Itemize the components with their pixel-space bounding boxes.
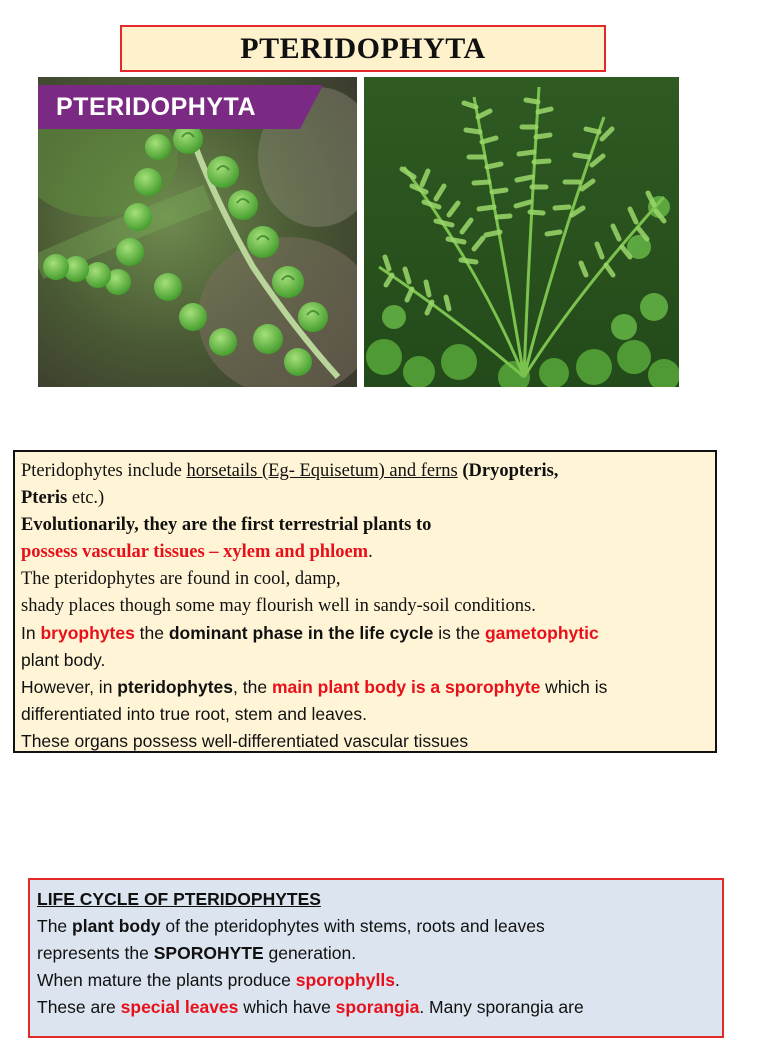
info-line-4 [21,539,709,566]
life-text-red: sporophylls [295,970,395,990]
info-text: , the [233,677,272,697]
life-text-red: special leaves [120,997,239,1017]
life-line-3 [37,967,715,994]
info-text: etc.) [67,488,105,508]
info-line-8: plant body. [21,650,106,670]
info-line-9 [21,674,709,701]
pteridophytes-info-box [13,450,717,753]
life-text: . [394,970,400,990]
info-text: the [134,623,169,643]
life-line-1 [37,913,715,940]
image-banner-text: PTERIDOPHYTA [56,93,256,121]
life-line-2 [37,940,715,967]
info-text-red: gametophytic [484,623,599,643]
info-text: . [368,542,373,562]
info-text: is the [433,623,485,643]
info-text-underlined: horsetails (Eg- Equisetum) and ferns [186,461,458,481]
info-text-bold: Pteris [21,488,68,508]
life-text-bold: plant body [72,916,161,936]
info-text: In [21,623,41,643]
info-text-red: possess vascular tissues – xylem and phloem [21,542,369,562]
fern-plant-illustration [364,77,679,387]
info-text: Pteridophytes include [21,461,187,481]
info-line-3: Evolutionarily, they are the first terrestrial plants to [21,515,432,535]
info-line-5: The pteridophytes are found in cool, damp, [21,569,341,589]
info-text-bold: (Dryopteris, [462,461,559,481]
life-text: of the pteridophytes with stems, roots and leaves [160,916,545,936]
title-box [120,25,606,72]
life-text: When mature the plants produce [37,970,296,990]
info-line-1 [21,458,709,485]
fern-plant-image [364,77,679,387]
info-text-bold: pteridophytes [117,677,234,697]
life-text-red: sporangia [335,997,420,1017]
info-line-11: These organs possess well-differentiated vascular tissues [21,731,469,751]
life-text: generation. [263,943,357,963]
info-line-6: shady places though some may flourish well in sandy-soil conditions. [21,596,536,616]
fern-fiddlehead-image [38,77,357,387]
info-text-red: bryophytes [40,623,135,643]
info-line-10: differentiated into true root, stem and leaves. [21,704,367,724]
life-cycle-box [28,878,724,1038]
life-line-4 [37,994,715,1021]
life-text: The [37,916,73,936]
info-text: which is [540,677,608,697]
life-text: represents the [37,943,154,963]
life-cycle-heading: LIFE CYCLE OF PTERIDOPHYTES [37,889,321,909]
info-line-2 [21,485,709,512]
life-text: which have [238,997,336,1017]
info-text-red: main plant body is a sporophyte [271,677,541,697]
life-text: . Many sporangia are [419,997,584,1017]
life-text-bold: SPOROHYTE [153,943,264,963]
page-title: PTERIDOPHYTA [240,31,486,65]
info-text-bold: dominant phase in the life cycle [168,623,434,643]
info-text: However, in [21,677,118,697]
info-line-7 [21,620,709,647]
life-text: These are [37,997,121,1017]
